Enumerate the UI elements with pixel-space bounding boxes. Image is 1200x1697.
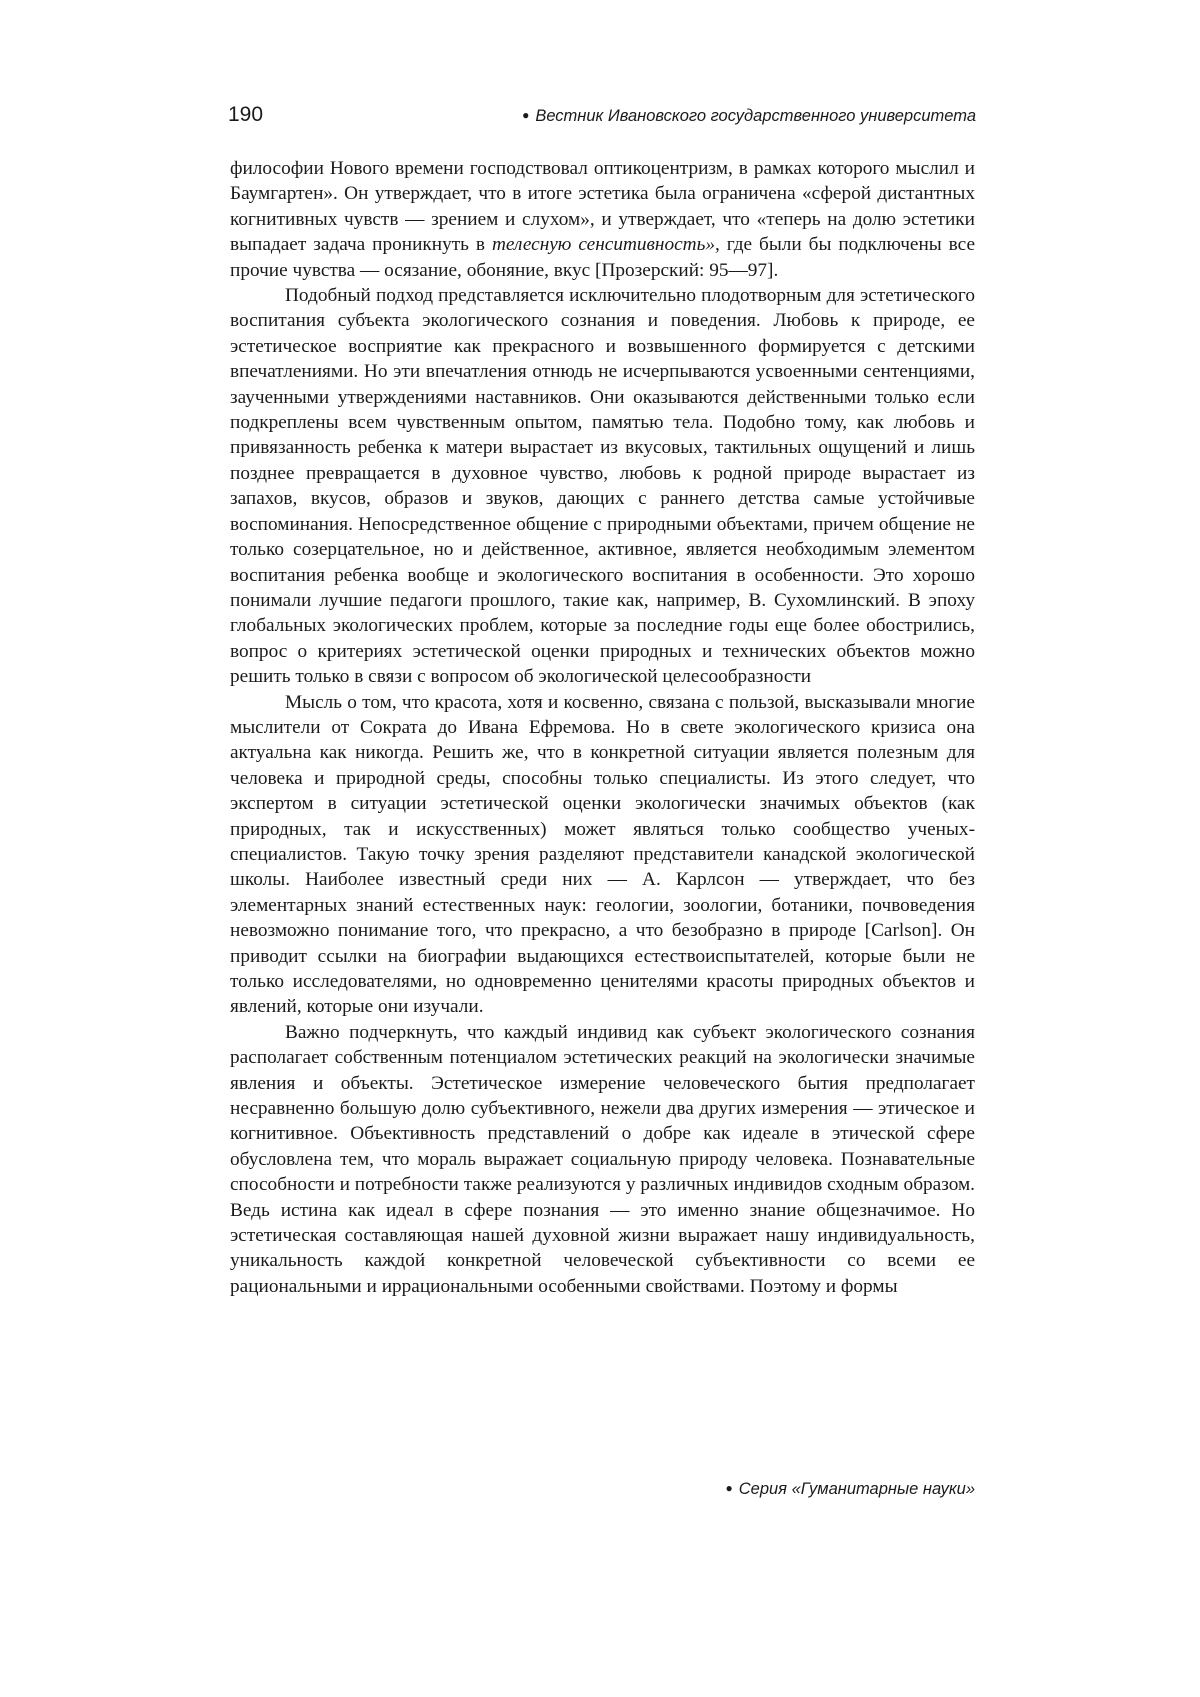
journal-page xyxy=(0,0,1200,1697)
text-segment: , где были бы подключены все прочие чувства — осязание, обоняние, вкус [Прозерский: 95—97]. xyxy=(230,234,975,280)
page-number: 190 xyxy=(228,101,263,129)
italic-text-segment: телесную сенситивность» xyxy=(492,234,715,255)
bullet-icon: ● xyxy=(522,108,529,122)
journal-title: Вестник Ивановского государственного университета xyxy=(535,107,976,125)
page-header xyxy=(228,101,976,131)
paragraph xyxy=(230,156,975,283)
running-head xyxy=(522,103,976,128)
bullet-icon: ● xyxy=(725,1481,732,1495)
text-segment: Подобный подход представляется исключительно плодотворным для эстетического воспитания субъекта экологического сознания и поведения. Любовь к природе, ее эстетическое восприятие как прекрасного и возвышенного формируется с детскими впечатлениями. Но эти впечатления отнюдь не исчерпываются усвоенными сентенциями, заученными утверждениями наставников. Они оказываются действенными только если подкреплены всем чувственным опытом, памятью тела. Подобно тому, как любовь и привязанность ребенка к матери вырастает из вкусовых, тактильных ощущений и лишь позднее превращается в духовное чувство, любовь к родной природе вырастает из запахов, вкусов, образов и звуков, дающих с раннего детства самые устойчивые воспоминания. Непосредственное общение с природными объектами, причем общение не только созерцательное, но и действенное, активное, является необходимым элементом воспитания ребенка вообще и экологического воспитания в особенности. Это хорошо понимали лучшие педагоги прошлого, такие как, например, В. Сухомлинский. В эпоху глобальных экологических проблем, которые за последние годы еще более обострились, вопрос о критериях эстетической оценки природных и технических объектов можно решить только в связи с вопросом об экологической целесообразности xyxy=(230,285,975,687)
paragraph xyxy=(230,283,975,690)
paragraph xyxy=(230,1020,975,1299)
paragraph xyxy=(230,690,975,1020)
article-body xyxy=(230,156,975,1299)
series-title: Серия «Гуманитарные науки» xyxy=(739,1480,975,1498)
text-segment: Важно подчеркнуть, что каждый индивид как субъект экологического сознания располагает собственным потенциалом эстетических реакций на экологически значимые явления и объекты. Эстетическое измерение человеческого бытия предполагает несравненно большую долю субъективного, нежели два других измерения — этическое и когнитивное. Объективность представлений о добре как идеале в этической сфере обусловлена тем, что мораль выражает социальную природу человека. Познавательные способности и потребности также реализуются у различных индивидов сходным образом. Ведь истина как идеал в сфере познания — это именно знание общезначимое. Но эстетическая составляющая нашей духовной жизни выражает нашу индивидуальность, уникальность каждой конкретной человеческой субъективности со всеми ее рациональными и иррациональными особенными свойствами. Поэтому и формы xyxy=(230,1022,975,1297)
page-footer xyxy=(725,1476,975,1501)
text-segment: философии Нового времени господствовал оптикоцентризм, в рамках которого мыслил и Баумгартен». Он утверждает, что в итоге эстетика была ограничена «сферой дистантных когнитивных чувств — зрением и слухом», и утверждает, что «теперь на долю эстетики выпадает задача проникнуть в xyxy=(230,158,975,255)
text-segment: Мысль о том, что красота, хотя и косвенно, связана с пользой, высказывали многие мыслители от Сократа до Ивана Ефремова. Но в свете экологического кризиса она актуальна как никогда. Решить же, что в конкретной ситуации является полезным для человека и природной среды, способны только специалисты. Из этого следует, что экспертом в ситуации эстетической оценки экологически значимых объектов (как природных, так и искусственных) может являться только сообщество ученых-специалистов. Такую точку зрения разделяют представители канадской экологической школы. Наиболее известный среди них — А. Карлсон — утверждает, что без элементарных знаний естественных наук: геологии, зоологии, ботаники, почвоведения невозможно понимание того, что прекрасно, а что безобразно в природе [Carlson]. Он приводит ссылки на биографии выдающихся естествоиспытателей, которые были не только исследователями, но одновременно ценителями красоты природных объектов и явлений, которые они изучали. xyxy=(230,692,975,1018)
